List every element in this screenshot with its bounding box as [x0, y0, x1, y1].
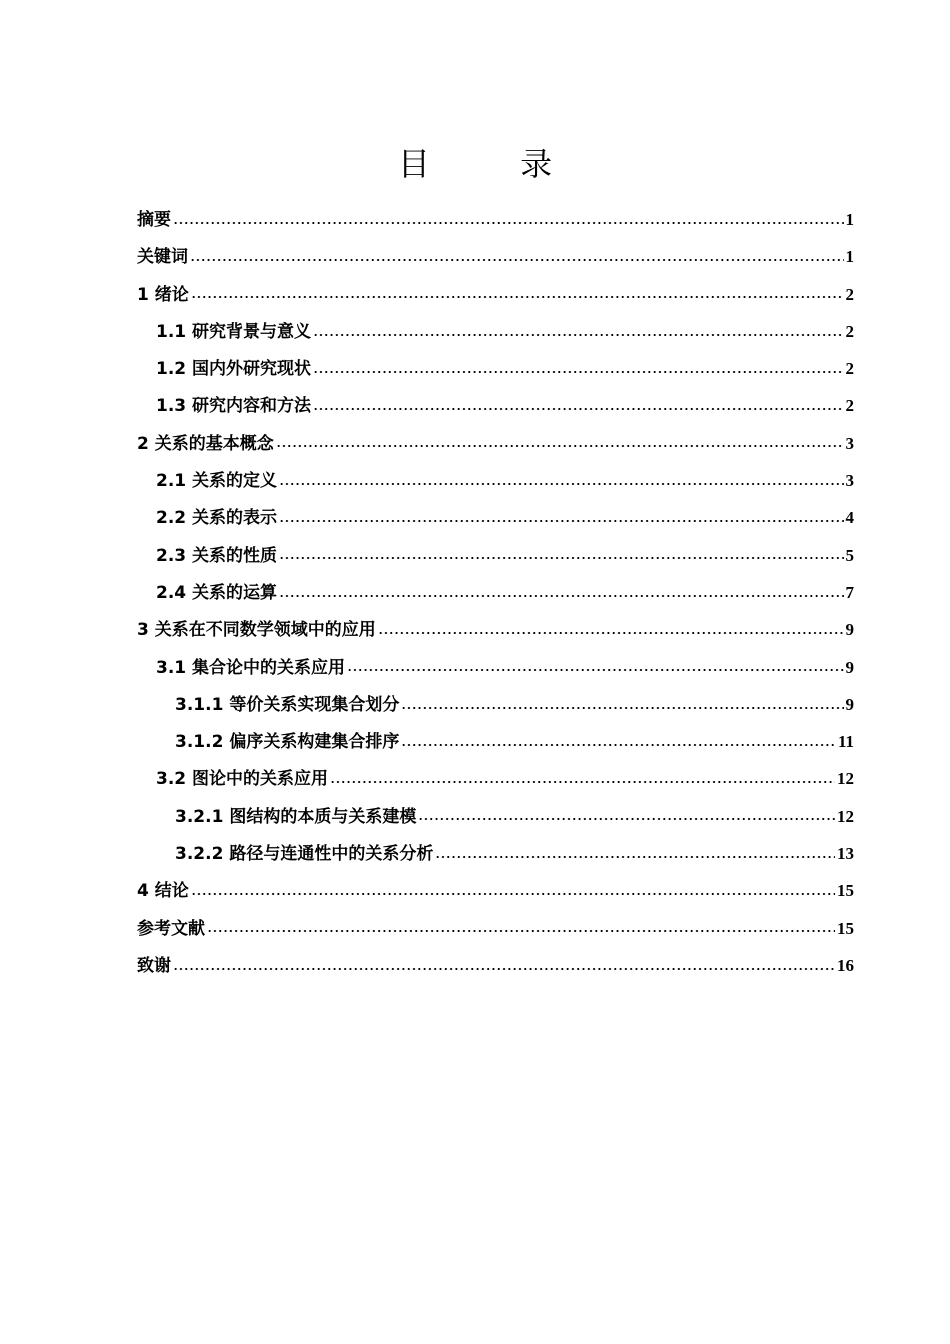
- toc-leader-dots: [173, 222, 844, 224]
- toc-leader-dots: [347, 669, 843, 671]
- toc-entry[interactable]: [137, 574, 854, 611]
- toc-leader-dots: [401, 707, 843, 709]
- toc-entry-page-number: 9: [845, 620, 854, 640]
- toc-entry[interactable]: [137, 201, 854, 238]
- toc-entry-page-number: 15: [837, 881, 854, 901]
- toc-entry-label: 关键词: [137, 247, 188, 268]
- toc-entry-page-number: 2: [845, 396, 854, 416]
- toc-entry-page-number: 3: [845, 433, 854, 453]
- toc-title: 目 录: [397, 145, 593, 183]
- toc-entry-label: 3.1.2 偏序关系构建集合排序: [175, 732, 400, 753]
- toc-leader-dots: [435, 856, 835, 858]
- toc-entry-page-number: 12: [837, 806, 854, 826]
- toc-entry-page-number: 12: [837, 769, 854, 789]
- toc-entry-label: 3 关系在不同数学领域中的应用: [137, 620, 376, 641]
- toc-entry-page-number: 2: [845, 321, 854, 341]
- toc-entry[interactable]: [137, 910, 854, 947]
- toc-entry[interactable]: [137, 350, 854, 387]
- toc-entry[interactable]: [137, 238, 854, 275]
- toc-leader-dots: [418, 818, 835, 820]
- toc-entry-label: 3.2 图论中的关系应用: [156, 769, 329, 790]
- toc-entry[interactable]: [137, 798, 854, 835]
- toc-entry[interactable]: [137, 686, 854, 723]
- toc-leader-dots: [173, 968, 835, 970]
- toc-leader-dots: [378, 632, 844, 634]
- toc-leader-dots: [330, 781, 835, 783]
- toc-entry-page-number: 7: [845, 582, 854, 602]
- toc-entry[interactable]: [137, 611, 854, 648]
- toc-list: [137, 201, 854, 984]
- toc-entry[interactable]: [137, 462, 854, 499]
- toc-entry-label: 1.2 国内外研究现状: [156, 359, 312, 380]
- toc-leader-dots: [279, 595, 843, 597]
- toc-entry-page-number: 9: [845, 694, 854, 714]
- toc-entry[interactable]: [137, 872, 854, 909]
- toc-entry-page-number: 2: [845, 284, 854, 304]
- toc-entry-label: 2.3 关系的性质: [156, 545, 278, 566]
- toc-leader-dots: [207, 930, 835, 932]
- toc-entry-label: 致谢: [137, 955, 171, 976]
- toc-entry[interactable]: [137, 723, 854, 760]
- toc-entry-page-number: 1: [845, 247, 854, 267]
- toc-leader-dots: [313, 334, 843, 336]
- toc-entry-label: 3.2.2 路径与连通性中的关系分析: [175, 844, 434, 865]
- toc-entry-page-number: 3: [845, 471, 854, 491]
- toc-entry[interactable]: [137, 313, 854, 350]
- toc-entry-label: 2.4 关系的运算: [156, 582, 278, 603]
- toc-leader-dots: [279, 520, 843, 522]
- toc-entry-page-number: 11: [837, 732, 854, 752]
- toc-entry[interactable]: [137, 499, 854, 536]
- toc-entry[interactable]: [137, 947, 854, 984]
- toc-entry-page-number: 5: [845, 545, 854, 565]
- toc-entry[interactable]: [137, 276, 854, 313]
- toc-entry-label: 参考文献: [137, 918, 205, 939]
- toc-entry-label: 2.1 关系的定义: [156, 471, 278, 492]
- toc-leader-dots: [279, 557, 843, 559]
- toc-entry[interactable]: [137, 537, 854, 574]
- toc-entry-label: 1.1 研究背景与意义: [156, 321, 312, 342]
- toc-entry-label: 1.3 研究内容和方法: [156, 396, 312, 417]
- toc-leader-dots: [313, 371, 843, 373]
- toc-entry[interactable]: [137, 835, 854, 872]
- toc-entry-page-number: 1: [845, 210, 854, 229]
- toc-entry[interactable]: [137, 387, 854, 424]
- toc-entry[interactable]: [137, 425, 854, 462]
- toc-entry-label: 4 结论: [137, 881, 189, 902]
- toc-entry-label: 3.1.1 等价关系实现集合划分: [175, 694, 400, 715]
- toc-entry-label: 摘要: [137, 210, 171, 230]
- toc-entry-page-number: 16: [837, 955, 854, 975]
- toc-leader-dots: [276, 445, 844, 447]
- toc-entry-page-number: 2: [845, 359, 854, 379]
- toc-entry-label: 2.2 关系的表示: [156, 508, 278, 529]
- toc-entry-page-number: 13: [837, 844, 854, 864]
- toc-entry-label: 3.1 集合论中的关系应用: [156, 657, 346, 678]
- toc-entry[interactable]: [137, 760, 854, 797]
- toc-leader-dots: [191, 893, 835, 895]
- toc-leader-dots: [191, 296, 844, 298]
- toc-entry-page-number: 4: [845, 508, 854, 528]
- toc-leader-dots: [313, 408, 843, 410]
- toc-leader-dots: [190, 259, 844, 261]
- toc-entry-page-number: 15: [837, 918, 854, 938]
- toc-leader-dots: [401, 744, 836, 746]
- toc-entry-label: 1 绪论: [137, 284, 189, 305]
- toc-entry[interactable]: [137, 649, 854, 686]
- toc-entry-label: 3.2.1 图结构的本质与关系建模: [175, 806, 417, 827]
- toc-leader-dots: [279, 483, 843, 485]
- toc-entry-page-number: 9: [845, 657, 854, 677]
- toc-entry-label: 2 关系的基本概念: [137, 433, 274, 454]
